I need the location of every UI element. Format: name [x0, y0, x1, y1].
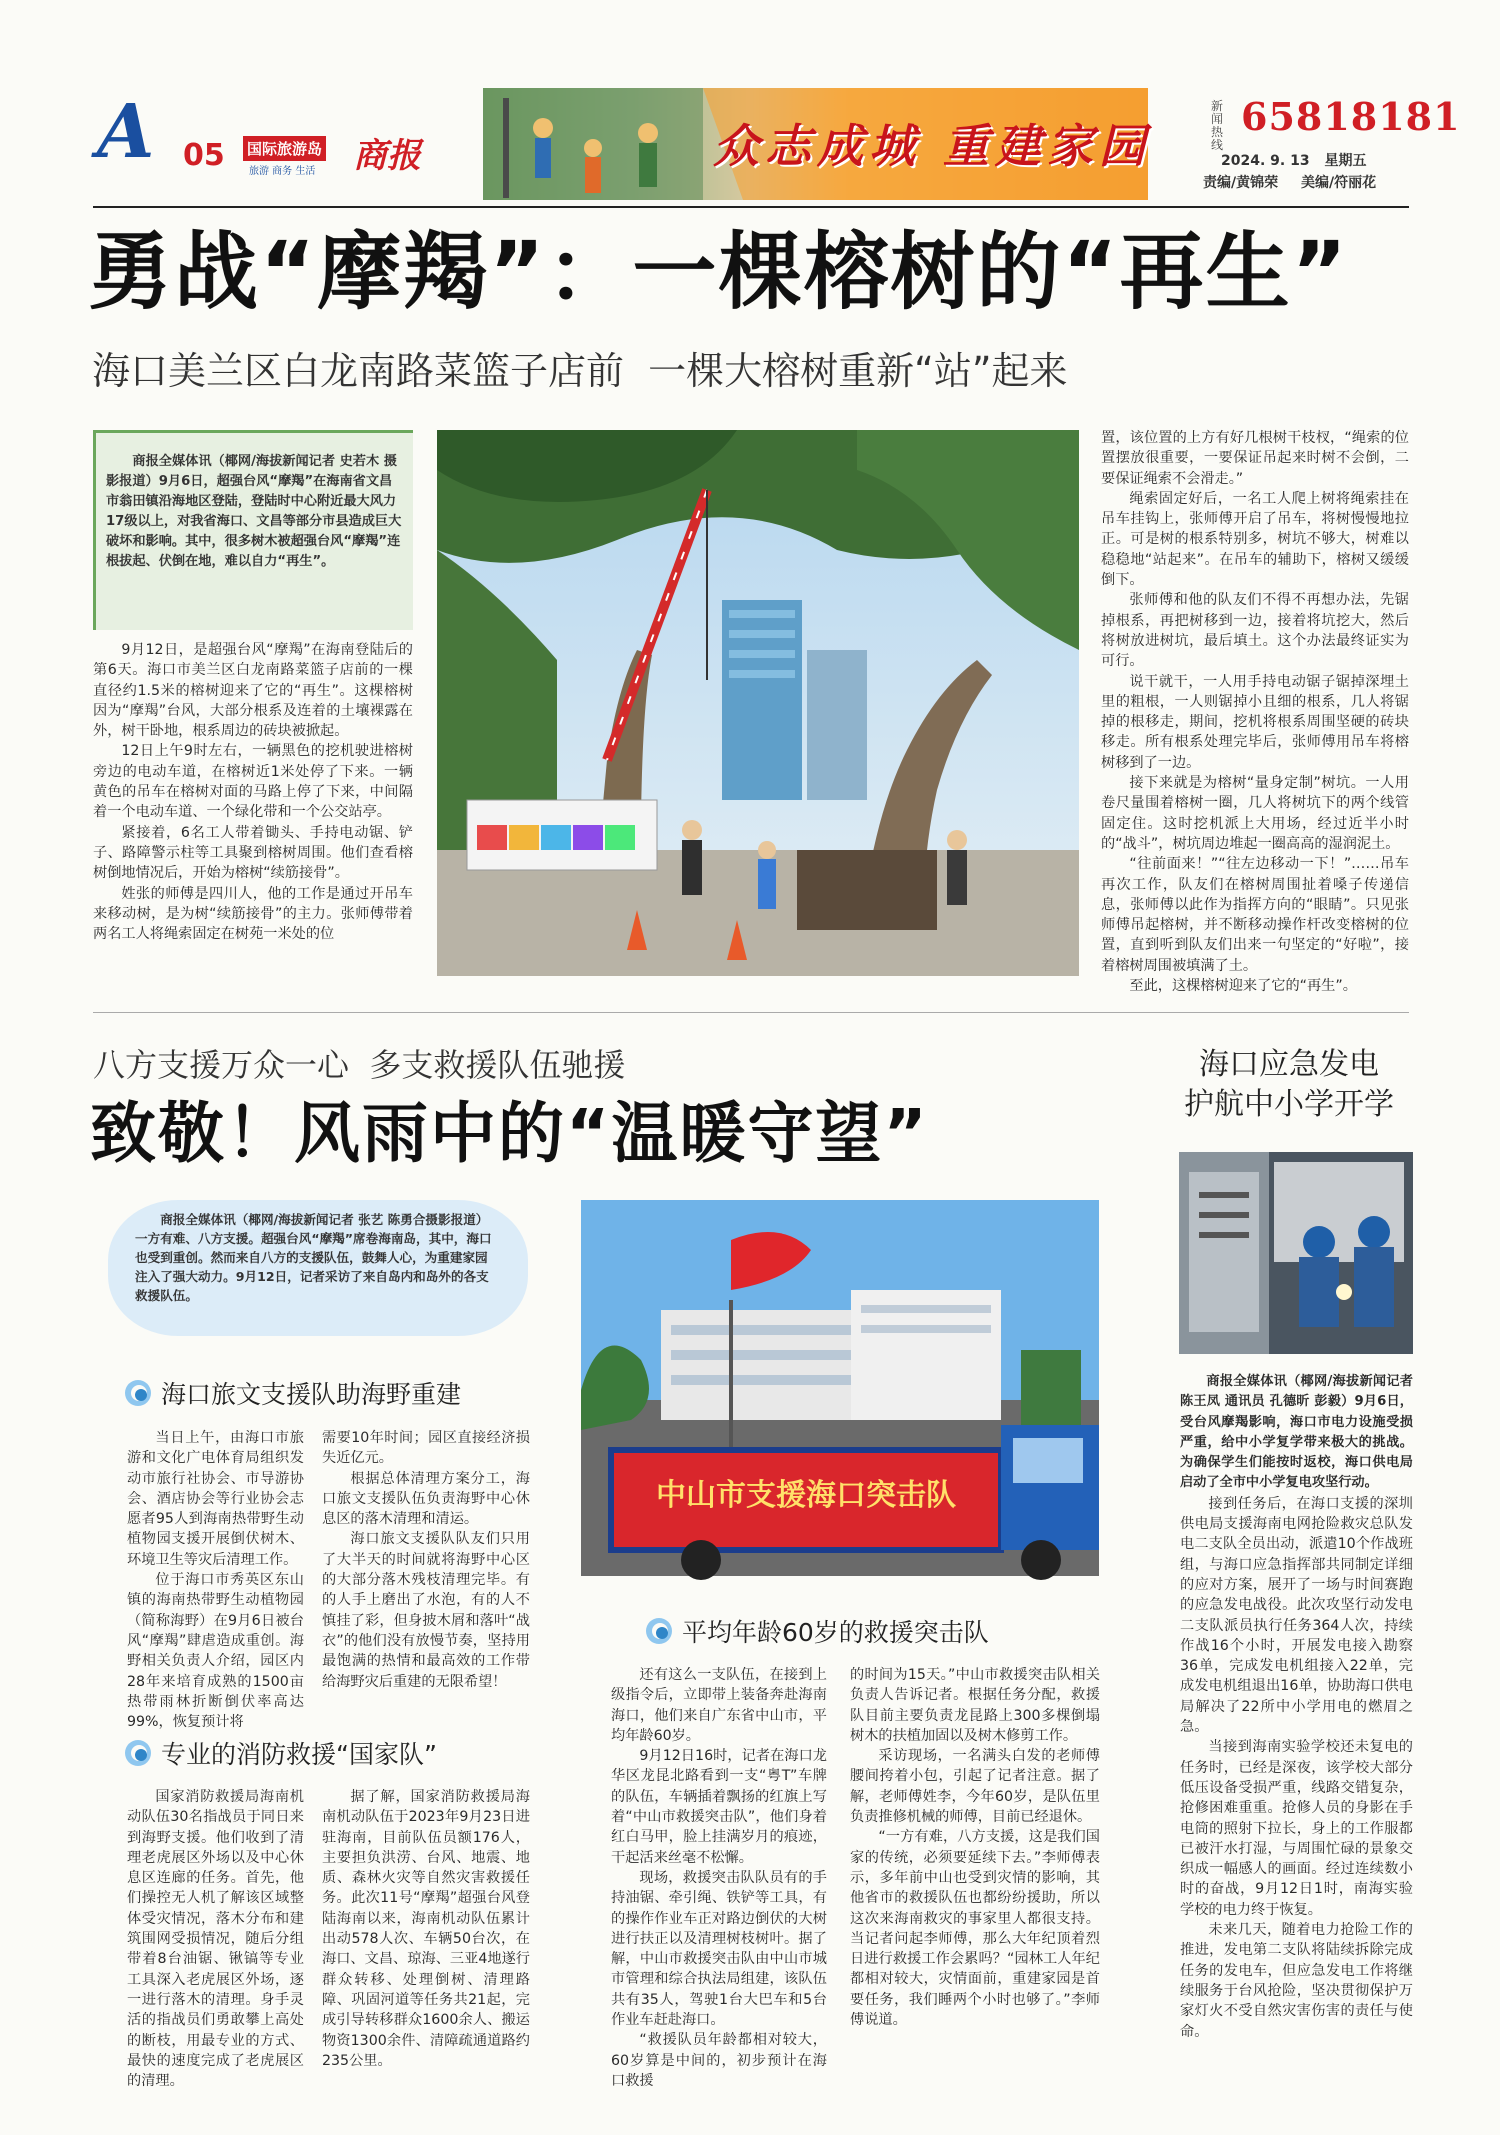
date: 2024. 9. 13: [1221, 153, 1310, 169]
section-c-col2: [850, 1665, 1100, 2075]
story1-headline: 勇战“摩羯”：一棵榕树的“再生”: [88, 223, 1349, 321]
paper-name: 国际旅游岛: [243, 136, 326, 161]
section-b-heading: [125, 1735, 437, 1771]
story3-p2: 接到任务后，在海口支援的深圳供电局支援海南电网抢险救灾总队发电二支队全员出动，派遣10个作战班组，与海口应急指挥部共同制定详细的应对方案，展开了一场与时间赛跑的应急发电战役。此次攻坚行动发电二支队派员执行任务364人次，持续作战16个小时，开展发电接入勘察36单，完成发电机组接入22单，完成发电机组退出16单，协助海口供电局解决了22所中小学用电的燃眉之急。: [1180, 1495, 1413, 1736]
story3-headline-line2: 护航中小学开学: [1184, 1087, 1394, 1122]
story1-col1-p1: 9月12日，是超强台风“摩羯”在海南登陆后的第6天。海口市美兰区白龙南路菜篮子店前的一棵直径约1.5米的榕树迎来了它的“再生”。这棵榕树因为“摩羯”台风，大部分根系及连着的土壤裸露在外，树干卧地，根系周边的砖块被掀起。: [93, 642, 413, 740]
section-bullet-icon: [125, 1380, 151, 1406]
section-c-heading: [646, 1613, 989, 1649]
section-a-heading: [125, 1375, 461, 1411]
editor: 责编/黄锦荣: [1203, 175, 1279, 191]
issue-date: [1221, 150, 1366, 170]
banner-slogan: 众志成城 重建家园: [713, 119, 1152, 173]
section-bullet-icon: [125, 1740, 151, 1766]
story1-col3-p2: 绳索固定好后，一名工人爬上树将绳索挂在吊车挂钩上，张师傅开启了吊车，将树慢慢地拉正。可是树的根系特别多，树坑不够大，树难以稳稳地“站起来”。在吊车的辅助下，榕树又缓缓倒下。: [1101, 490, 1409, 589]
section-a-col2: [322, 1428, 530, 1713]
weekday: 星期五: [1324, 153, 1367, 169]
section-bullet-icon: [646, 1618, 672, 1644]
section-c-col1: [611, 1665, 827, 2089]
section-a-col2-p3: 海口旅文支援队队友们只用了大半天的时间就将海野中心区的大部分落木残枝清理完毕。有的人手上磨出了水泡，有的人不慎挂了彩，但身披木屑和落叶“战衣”的他们没有放慢节奏，坚持用最饱满的热情和最高效的工作带给海野灾后重建的无限希望！: [322, 1531, 530, 1690]
section-a-col1: [127, 1428, 304, 1731]
story1-col3-p5: 接下来就是为榕树“量身定制”树坑。一人用卷尺量围着榕树一圈，几人将树坑下的两个线管固定住。这时挖机派上大用场，经过近半小时的“战斗”，树坑周边堆起一圈高高的湿润泥土。: [1101, 775, 1409, 852]
story1-col1-p3: 紧接着，6名工人带着锄头、手持电动锯、铲子、路障警示柱等工具聚到榕树周围。他们查看榕树倒地情况后，开始为榕树“续筋接骨”。: [93, 824, 413, 882]
story3-p3: 当接到海南实验学校还未复电的任务时，已经是深夜，该学校大部分低压设备受损严重，线路交错复杂，抢修困难重重。抢修人员的身影在手电筒的照射下拉长，身上的工作服都已被汗水打湿，与周围忙碌的景象交织成一幅感人的画面。经过连续数小时的奋战，9月12日1时，南海实验学校的电力终于恢复。: [1180, 1739, 1413, 1918]
section-rule: [93, 1012, 1409, 1013]
story2-photo-truck: [581, 1200, 1099, 1576]
section-a-col2-p1: 需要10年时间；园区直接经济损失近亿元。: [322, 1430, 530, 1467]
section-a-col2-p2: 根据总体清理方案分工，海口旅文支援队伍负责海野中心休息区的落木清理和清运。: [322, 1470, 530, 1528]
story1-col3: [1101, 428, 1409, 995]
section-c-col1-p3: 现场，救援突击队队员有的手持油锯、牵引绳、铁铲等工具，有的操作作业车正对路边倒伏的大树进行扶正以及清理树枝树叶。据了解，中山市救援突击队由中山市城市管理和综合执法局组建，该队伍共有35人，驾驶1台大巴车和5台作业车赶赴海口。: [611, 1869, 827, 2029]
story1-col1-p2: 12日上午9时左右，一辆黑色的挖机驶进榕树旁边的电动车道，在榕树近1米处停了下来。一辆黄色的吊车在榕树对面的马路上停了下来，中间隔着一个电动车道、一个绿化带和一个公交站亭。: [93, 743, 413, 821]
story2-lead: [135, 1210, 495, 1328]
story3-headline: [1160, 1045, 1418, 1125]
section-b-col1: [127, 1787, 304, 2090]
story3-p4: 未来几天，随着电力抢险工作的推进，发电第二支队将陆续拆除完成任务的发电车，但应急发电工作将继续服务于台风抢险，坚决贯彻保护万家灯火不受自然灾害伤害的责任与使命。: [1180, 1922, 1413, 2040]
story1-col3-p1: 置，该位置的上方有好几根树干枝杈，“绳索的位置摆放很重要，一要保证吊起来时树不会倒，二要保证绳索不会滑走。”: [1101, 430, 1409, 487]
story2-lead-text: 商报全媒体讯（椰网/海拔新闻记者 张艺 陈勇合摄影报道）一方有难、八方支援。超强台风“摩羯”席卷海南岛，其中，海口也受到重创。然而来自八方的支援队伍，鼓舞人心，为重建家园注入了强大动力。9月12日，记者采访了来自岛内和岛外的各支救援队伍。: [135, 1212, 492, 1303]
story1-subhead: 海口美兰区白龙南路菜篮子店前 一棵大榕树重新“站”起来: [92, 349, 1068, 393]
story3-body: [1180, 1372, 1413, 2077]
section-c-col2-p1: 的时间为15天。”中山市救援突击队相关负责人告诉记者。根据任务分配，救援队目前主要负责龙昆路上300多棵倒塌树木的扶植加固以及树木修剪工作。: [850, 1667, 1100, 1744]
section-c-col1-p4: “救援队员年龄都相对较大，60岁算是中间的，初步预计在海口救援: [611, 2032, 827, 2089]
story1-col3-p7: 至此，这棵榕树迎来了它的“再生”。: [1129, 978, 1357, 995]
section-b-col1-p1: 国家消防救援局海南机动队伍30名指战员于同日来到海野支援。他们收到了清理老虎展区外场以及中心休息区连廊的任务。首先，他们操控无人机了解该区域整体受灾情况，落木分布和建筑围网受损情况，随后分组带着8台油锯、锹镐等专业工具深入老虎展区外场，逐一进行落木的清理。身手灵活的指战员们勇敢攀上高处的断枝，用最专业的方式、最快的速度完成了老虎展区的清理。: [127, 1789, 304, 2090]
story3-p1: 商报全媒体讯（椰网/海拔新闻记者 陈王凤 通讯员 孔德昕 彭毅）9月6日，受台风摩羯影响，海口市电力设施受损严重，给中小学复学带来极大的挑战。为确保学生们能按时返校，海口供电局启动了全市中小学复电攻坚行动。: [1180, 1374, 1413, 1491]
story1-photo-crane-banyan: [437, 430, 1079, 976]
story1-lead-text: 商报全媒体讯（椰网/海拔新闻记者 史若木 摄影报道）9月6日，超强台风“摩羯”在海南省文昌市翁田镇沿海地区登陆，登陆时中心附近最大风力17级以上，对我省海口、文昌等部分市县造成巨大破坏和影响。其中，很多树木被超强台风“摩羯”连根拔起、伏倒在地，难以自力“再生”。: [106, 454, 402, 569]
section-c-col2-p3: “一方有难，八方支援，这是我们国家的传统，必须要延续下去。”李师傅表示，多年前中山也受到灾情的影响，其他省市的救援队伍也都纷纷援助，所以这次来海南救灾的事家里人都很支持。当记者问起李师傅，那么大年纪顶着烈日进行救援工作会累吗？“园林工人年纪都相对较大，灾情面前，重建家园是首要任务，我们睡两个小时也够了。”李师傅说道。: [850, 1829, 1100, 2029]
truck-banner-text: 中山市支援海口突击队: [656, 1478, 956, 1513]
section-b-col2: [322, 1787, 530, 2077]
section-b-title: 专业的消防救援“国家队”: [161, 1740, 437, 1769]
story2-kicker: 八方支援万众一心 多支救援队伍驰援: [93, 1046, 626, 1084]
section-a-title: 海口旅文支援队助海野重建: [161, 1380, 462, 1409]
designer: 美编/符丽花: [1301, 175, 1377, 191]
story3-headline-line1: 海口应急发电: [1199, 1047, 1379, 1082]
story3-photo-power-workers: [1179, 1152, 1413, 1354]
section-c-col2-p2: 采访现场，一名满头白发的老师傅腰间挎着小包，引起了记者注意。据了解，老师傅姓李，今年60岁，是队伍里负责推修机械的师傅，目前已经退休。: [850, 1748, 1100, 1826]
story1-col1: [93, 640, 413, 975]
section-a-col1-p2: 位于海口市秀英区东山镇的海南热带野生动植物园（简称海野）在9月6日被台风“摩羯”肆虐造成重创。海野相关负责人介绍，园区内28年来培育成熟的1500亩热带雨林折断倒伏率高达99%，恢复预计将: [127, 1572, 304, 1731]
banner-photo-strip: [483, 88, 1152, 200]
paper-logo: [243, 134, 433, 182]
masthead: [93, 88, 1461, 206]
story2-headline: 致敬！风雨中的“温暖守望”: [90, 1095, 929, 1172]
page-letter: A: [97, 89, 155, 175]
section-c-title: 平均年龄60岁的救援突击队: [682, 1618, 989, 1647]
credits: [1203, 172, 1376, 192]
hotline-label: 新闻热线: [1211, 99, 1224, 152]
section-a-col1-p1: 当日上午，由海口市旅游和文化广电体育局组织发动市旅行社协会、市导游协会、酒店协会等行业协会志愿者95人到海南热带野生动植物园支援开展倒伏树木、环境卫生等灾后清理工作。: [127, 1430, 304, 1568]
page-number: 05: [183, 138, 225, 173]
story1-lead: [106, 452, 403, 627]
story1-col1-p4: 姓张的师傅是四川人，他的工作是通过开吊车来移动树，是为树“续筋接骨”的主力。张师傅带着两名工人将绳索固定在树苑一米处的位: [93, 885, 413, 943]
paper-subtitle: 旅游 商务 生活: [249, 166, 316, 177]
section-c-col1-p1: 还有这么一支队伍，在接到上级指令后，立即带上装备奔赴海南海口，他们来自广东省中山市，平均年龄60岁。: [611, 1667, 827, 1744]
hotline-number: 65818181: [1241, 94, 1461, 139]
paper-logo-script: 商报: [353, 136, 421, 176]
masthead-rule: [93, 206, 1409, 208]
story1-col3-p4: 说干就干，一人用手持电动锯子锯掉深埋土里的粗根，一人则锯掉小且细的根系，几人将锯掉的根移走，期间，挖机将根系周围坚硬的砖块移走。所有根系处理完毕后，张师傅用吊车将榕树移到了一边。: [1101, 673, 1409, 771]
story1-col3-p6: “往前面来！”“往左边移动一下！”……吊车再次工作，队友们在榕树周围扯着嗓子传递信息，张师傅以此作为指挥方向的“眼睛”。只见张师傅吊起榕树，并不断移动操作杆改变榕树的位置，直到听到队友们出来一句坚定的“好啦”，接着榕树周围被填满了土。: [1101, 856, 1409, 974]
section-b-col2-p1: 据了解，国家消防救援局海南机动队伍于2023年9月23日进驻海南，目前队伍员额176人，主要担负洪涝、台风、地震、地质、森林火灾等自然灾害救援任务。此次11号“摩羯”超强台风登陆海南以来，海南机动队伍累计出动578人次、车辆50台次，在海口、文昌、琼海、三亚4地遂行群众转移、处理倒树、清理路障、巩固河道等任务共21起，完成引导转移群众1600余人、搬运物资1300余件、清障疏通道路约235公里。: [322, 1789, 530, 2069]
section-c-col1-p2: 9月12日16时，记者在海口龙华区龙昆北路看到一支“粤T”车牌的队伍，车辆插着飘扬的红旗上写着“中山市救援突击队”，他们身着红白马甲，脸上挂满岁月的痕迹，干起活来丝毫不松懈。: [611, 1748, 827, 1866]
story1-col3-p3: 张师傅和他的队友们不得不再想办法，先锯掉根系，再把树移到一边，接着将坑挖大，然后将树放进树坑，最后填土。这个办法最终证实为可行。: [1101, 592, 1409, 670]
